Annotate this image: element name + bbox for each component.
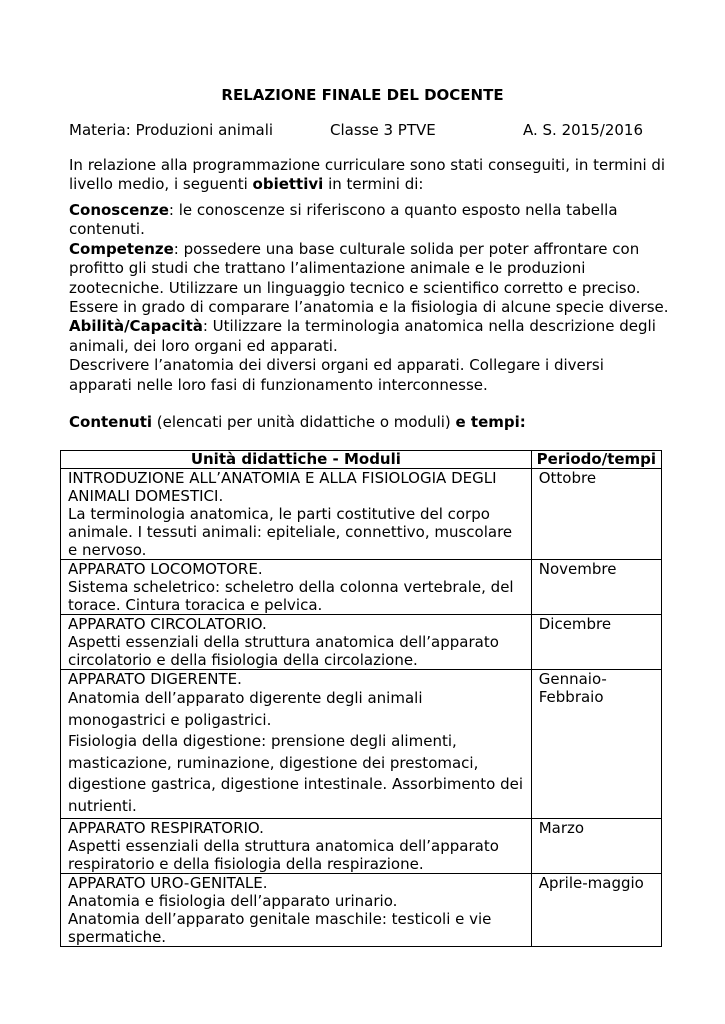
intro-bold-objectives: obiettivi <box>252 175 324 193</box>
module-title: APPARATO LOCOMOTORE. <box>68 560 263 578</box>
module-cell <box>61 469 532 560</box>
module-title: APPARATO URO-GENITALE. <box>68 873 268 892</box>
table-header-row <box>61 451 662 469</box>
conoscenze-paragraph <box>69 201 669 240</box>
header-unita: Unità didattiche - Moduli <box>61 451 532 469</box>
abilita-paragraph-2: Descrivere l’anatomia dei diversi organi ed apparati. Collegare i diversi apparati nelle loro fasi di funzionamento interconnesse. <box>69 356 604 394</box>
intro-text-after: in termini di: <box>323 175 424 193</box>
abilita-text: : Utilizzare la terminologia anatomica nella descrizione degli animali, dei loro organi ed apparati. <box>69 317 656 355</box>
competenze-text: : possedere una base culturale solida per poter affrontare con profitto gli studi che trattano l’alimentazione animale e le produzioni zootecniche. Utilizzare un linguaggio tecnico e scientifico corretto e preciso. Essere in grado di comparare l’anatomia e la fisiologia di alcune specie diverse. <box>69 239 669 317</box>
table-row <box>61 560 662 615</box>
anno-scolastico-label: A. S. 2015/2016 <box>523 121 643 139</box>
module-title: INTRODUZIONE ALL’ANATOMIA E ALLA FISIOLOGIA DEGLI ANIMALI DOMESTICI. <box>68 469 497 505</box>
contenuti-heading <box>69 413 526 431</box>
objectives-sections <box>69 201 669 395</box>
module-cell <box>61 560 532 615</box>
contenuti-text: (elencati per unità didattiche o moduli) <box>152 413 456 431</box>
materia-label: Materia: Produzioni animali <box>69 121 274 139</box>
contenuti-bold: Contenuti <box>69 413 153 431</box>
module-description: Anatomia dell’apparato digerente degli animali monogastrici e poligastrici. Fisiologia della digestione: prensione degli alimenti, masticazione, ruminazione, digestione dei prestomaci, digestione gastrica, digestione intestinale. Assorbimento dei nutrienti. <box>68 689 523 815</box>
period-cell: Dicembre <box>531 615 661 670</box>
contents-table <box>60 450 662 947</box>
period-cell: Aprile-maggio <box>531 873 661 946</box>
period-cell: Gennaio- Febbraio <box>531 670 661 819</box>
competenze-paragraph <box>69 240 669 318</box>
abilita-label: Abilità/Capacità <box>69 317 203 336</box>
abilita-paragraph <box>69 317 669 356</box>
module-cell <box>61 670 532 819</box>
module-description: La terminologia anatomica, le parti costitutive del corpo animale. I tessuti animali: epiteliale, connettivo, muscolare e nervoso. <box>68 505 513 559</box>
table-row <box>61 818 662 873</box>
intro-text-before: In relazione alla programmazione curriculare sono stati conseguiti, in termini di livello medio, i seguenti <box>69 156 666 193</box>
conoscenze-text: : le conoscenze si riferiscono a quanto esposto nella tabella contenuti. <box>69 201 618 239</box>
period-cell: Novembre <box>531 560 661 615</box>
table-row <box>61 615 662 670</box>
module-description: Aspetti essenziali della struttura anatomica dell’apparato circolatorio e della fisiologia della circolazione. <box>68 633 499 669</box>
intro-paragraph <box>69 156 669 194</box>
table-row <box>61 469 662 560</box>
table-row <box>61 670 662 819</box>
contenuti-bold-tempi: e tempi: <box>455 413 526 431</box>
table-row <box>61 873 662 946</box>
period-cell: Ottobre <box>531 469 661 560</box>
competenze-label: Competenze <box>69 239 174 258</box>
module-cell <box>61 818 532 873</box>
period-cell: Marzo <box>531 818 661 873</box>
module-cell <box>61 873 532 946</box>
module-description: Aspetti essenziali della struttura anatomica dell’apparato respiratorio e della fisiologia della respirazione. <box>68 836 499 873</box>
module-title: APPARATO RESPIRATORIO. <box>68 818 264 837</box>
header-periodo: Periodo/tempi <box>531 451 661 469</box>
module-description: Anatomia e fisiologia dell’apparato urinario. Anatomia dell’apparato genitale maschile: testicoli e vie spermatiche. <box>68 891 492 946</box>
module-title: APPARATO DIGERENTE. <box>68 670 242 688</box>
module-title: APPARATO CIRCOLATORIO. <box>68 615 267 633</box>
document-title: RELAZIONE FINALE DEL DOCENTE <box>221 86 504 104</box>
conoscenze-label: Conoscenze <box>69 201 169 219</box>
module-cell <box>61 615 532 670</box>
module-description: Sistema scheletrico: scheletro della colonna vertebrale, del torace. Cintura toracica e pelvica. <box>68 578 514 614</box>
classe-label: Classe 3 PTVE <box>330 121 436 139</box>
